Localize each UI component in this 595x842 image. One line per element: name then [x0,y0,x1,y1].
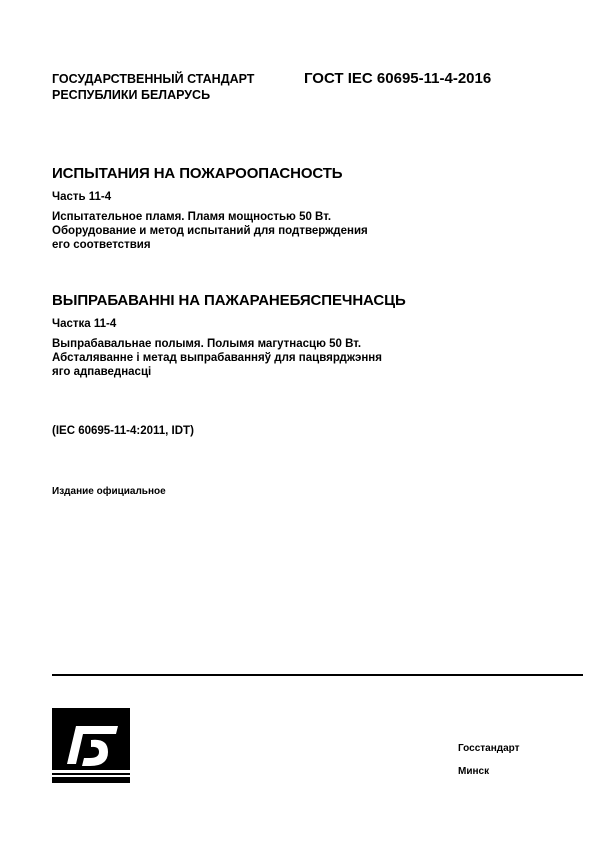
header-issuer-line2: РЕСПУБЛИКИ БЕЛАРУСЬ [52,88,211,102]
belarusian-subtitle-line3: яго адпаведнасці [52,366,152,378]
belarusian-title: ВЫПРАБАВАННІ НА ПАЖАРАНЕБЯСПЕЧНАСЦЬ [52,292,406,309]
standard-designation: ГОСТ IEC 60695-11-4-2016 [304,70,492,87]
gosstandart-logo [52,708,130,783]
russian-subtitle-line2: Оборудование и метод испытаний для подтверждения [52,225,368,237]
russian-subtitle-line3: его соответствия [52,239,151,251]
publisher-city: Минск [458,766,490,777]
gosstandart-logo-icon [52,708,130,783]
publisher-name: Госстандарт [458,743,520,754]
belarusian-subtitle-line2: Абсталяванне і метад выпрабаванняў для пацвярджэння [52,352,382,364]
russian-part: Часть 11-4 [52,191,112,203]
belarusian-subtitle-line1: Выпрабавальнае полымя. Полымя магутнасцю 50 Вт. [52,338,362,350]
iec-reference: (IEC 60695-11-4:2011, IDT) [52,425,194,437]
belarusian-part: Частка 11-4 [52,318,117,330]
russian-subtitle [52,210,368,252]
russian-title: ИСПЫТАНИЯ НА ПОЖАРООПАСНОСТЬ [52,165,343,182]
belarusian-subtitle [52,337,382,379]
divider-rule [52,674,583,676]
edition-note: Издание официальное [52,486,166,497]
russian-subtitle-line1: Испытательное пламя. Пламя мощностью 50 Вт. [52,211,332,223]
header-issuer-line1: ГОСУДАРСТВЕННЫЙ СТАНДАРТ [52,72,255,86]
header-issuer [52,71,254,103]
